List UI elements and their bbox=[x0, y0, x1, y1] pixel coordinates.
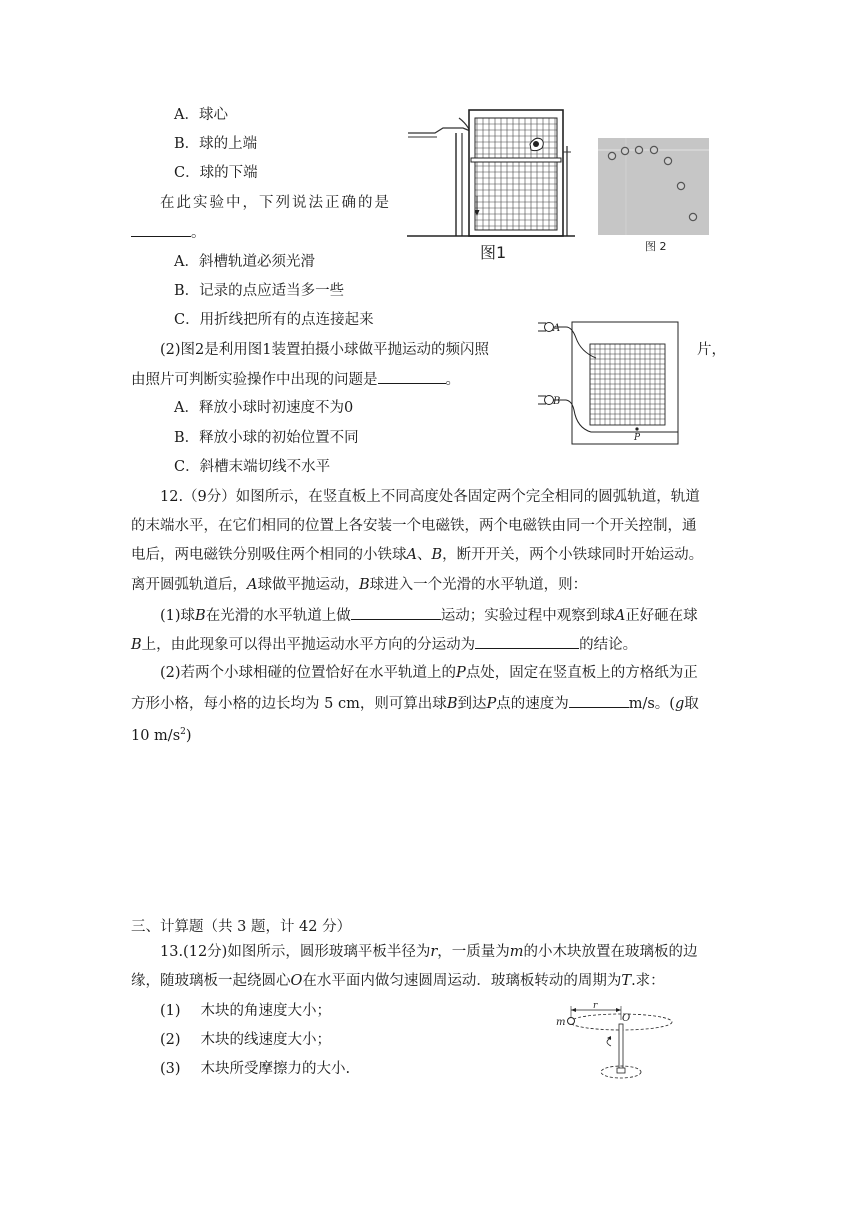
label-a: A bbox=[553, 323, 561, 334]
figure-2-caption: 图 2 bbox=[645, 240, 667, 253]
q12-line4: 离开圆弧轨道后，A球做平抛运动，B球进入一个光滑的水平轨道，则： bbox=[131, 577, 588, 593]
option-c-not-horizontal: C．斜槽末端切线不水平 bbox=[174, 459, 331, 475]
option-b-more-points: B．记录的点应适当多一些 bbox=[174, 283, 345, 299]
figure-3-tracks-grid bbox=[536, 318, 686, 446]
figure-1-apparatus bbox=[405, 106, 575, 242]
q12-part2-line2: 方形小格，每小格的边长均为 5 cm，则可算出球B到达P点的速度为 m/s。(g取 bbox=[131, 693, 699, 714]
option-b-ball-top: B．球的上端 bbox=[174, 136, 258, 152]
q11-part2-line2: 由照片可判断实验操作中出现的问题是 。 bbox=[131, 369, 460, 390]
q11-part2-line1-end: 片， bbox=[697, 342, 726, 358]
figure-2-strobe-photo bbox=[598, 138, 709, 235]
strobe-ball-2 bbox=[621, 147, 628, 154]
q13-item-3: (3) 木块所受摩擦力的大小. bbox=[160, 1061, 351, 1077]
strobe-ball-4 bbox=[650, 146, 657, 153]
strobe-ball-5 bbox=[664, 157, 671, 164]
label-mass: m bbox=[556, 1017, 566, 1028]
q12-line3: 电后，两电磁铁分别吸住两个相同的小铁球A、B，断开开关，两个小铁球同时开始运动。 bbox=[131, 547, 704, 563]
option-c-ball-bottom: C．球的下端 bbox=[174, 165, 258, 181]
q12-line1: 12.（9分）如图所示，在竖直板上不同高度处各固定两个完全相同的圆弧轨道，轨道 bbox=[160, 489, 700, 505]
q12-line2: 的末端水平，在它们相同的位置上各安装一个电磁铁，两个电磁铁由同一个开关控制，通 bbox=[131, 518, 697, 534]
option-a-ball-center: A．球心 bbox=[174, 107, 228, 123]
label-center: O bbox=[622, 1013, 631, 1024]
q12-part1-line1: (1)球B在光滑的水平轨道上做 运动；实验过程中观察到球A正好砸在球 bbox=[160, 605, 698, 626]
q11-stem-blank: 。 bbox=[131, 222, 206, 243]
q12-part2-line1: (2)若两个小球相碰的位置恰好在水平轨道上的P点处，固定在竖直板上的方格纸为正 bbox=[160, 665, 698, 681]
option-b-release-position: B．释放小球的初始位置不同 bbox=[174, 430, 359, 446]
section-3-heading: 三、计算题（共 3 题，计 42 分） bbox=[131, 919, 352, 935]
label-b: B bbox=[553, 396, 561, 407]
option-a-initial-velocity: A．释放小球时初速度不为0 bbox=[174, 400, 354, 416]
q13-line1: 13.(12分)如图所示，圆形玻璃平板半径为r，一质量为m的小木块放置在玻璃板的边 bbox=[160, 944, 698, 960]
q11-part2-line1: (2)图2是利用图1装置拍摄小球做平抛运动的频闪照 bbox=[160, 342, 489, 358]
q11-stem: 在此实验中，下列说法正确的是 bbox=[160, 195, 391, 211]
figure-1-caption: 图1 bbox=[480, 243, 507, 262]
q13-item-2: (2) 木块的线速度大小； bbox=[160, 1032, 332, 1048]
option-a-smooth-track: A．斜槽轨道必须光滑 bbox=[174, 254, 315, 270]
q12-part2-line3: 10 $m/s^2$) bbox=[131, 727, 192, 744]
q12-part1-line2: B上，由此现象可以得出平抛运动水平方向的分运动为 的结论。 bbox=[131, 634, 637, 655]
strobe-ball-1 bbox=[608, 152, 615, 159]
q13-item-1: (1) 木块的角速度大小； bbox=[160, 1003, 332, 1019]
label-radius: r bbox=[593, 1001, 598, 1011]
q13-line2: 缘，随玻璃板一起绕圆心O在水平面内做匀速圆周运动．玻璃板转动的周期为T.求： bbox=[131, 973, 665, 989]
strobe-ball-3 bbox=[635, 146, 642, 153]
strobe-ball-6 bbox=[677, 182, 684, 189]
strobe-ball-7 bbox=[689, 213, 696, 220]
figure-4-rotating-plate bbox=[553, 1000, 677, 1084]
option-c-polyline: C．用折线把所有的点连接起来 bbox=[174, 312, 374, 328]
label-p: P bbox=[634, 433, 641, 443]
